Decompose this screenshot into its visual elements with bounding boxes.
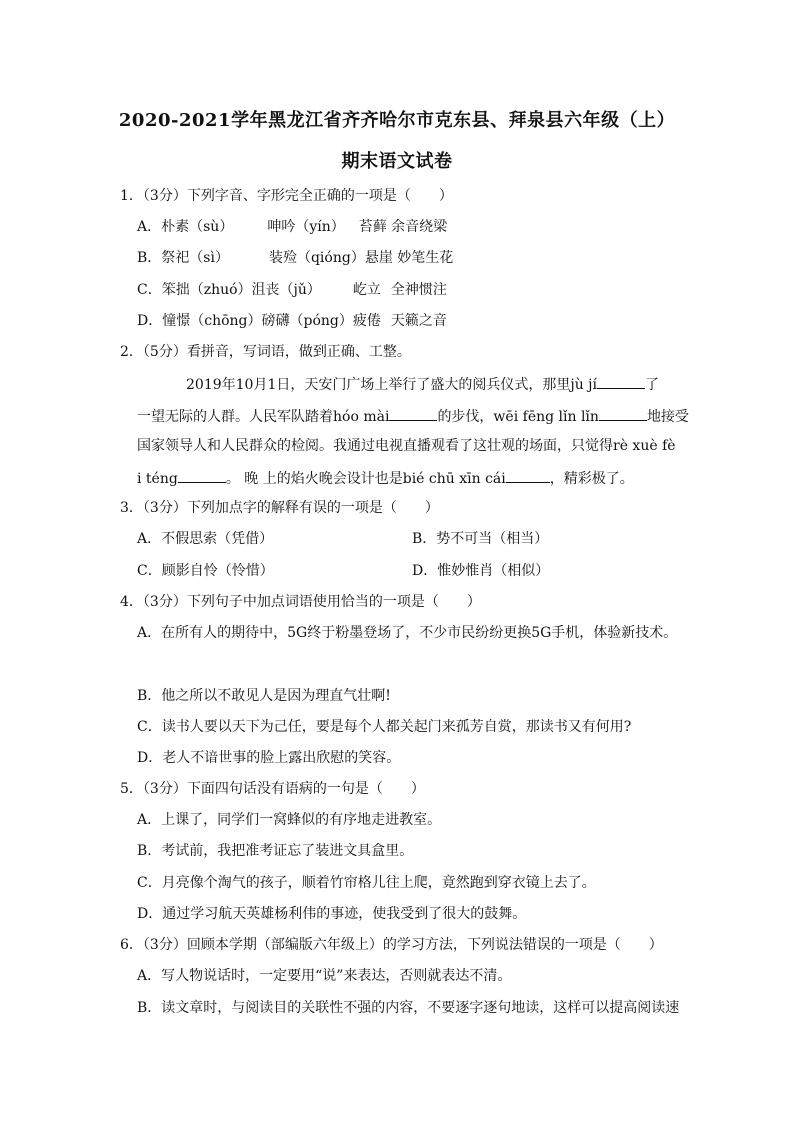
option-label: D． <box>137 313 163 329</box>
answer-blank[interactable] <box>389 406 437 421</box>
question-3-option-c[interactable]: C．顾影自怜（怜惜） <box>137 563 274 579</box>
question-2-line-4: i téng 。 晚 上的焰火晚会设计也是bié chū xīn cái ，精彩极了。 <box>137 468 634 488</box>
question-5-option-b[interactable]: B．考试前，我把准考证忘了装进文具盒里。 <box>137 843 414 859</box>
question-1-option-d[interactable]: D．憧憬（chōng）磅礴（póng）疲倦 天籁之音 <box>137 313 447 329</box>
question-5-option-c[interactable]: C．月亮像个淘气的孩子，顺着竹帘格儿往上爬，竟然跑到穿衣镜上去了。 <box>137 875 596 891</box>
option-label: B． <box>137 250 162 266</box>
option-label: C． <box>137 282 162 298</box>
answer-blank[interactable] <box>599 406 647 421</box>
page-title: 2020-2021学年黑龙江省齐齐哈尔市克东县、拜泉县六年级（上） <box>118 110 676 131</box>
question-1-option-c[interactable]: C．笨拙（zhuó）沮丧（jǔ） 屹立 全神惯注 <box>137 282 447 298</box>
question-3-option-b[interactable]: B．势不可当（相当） <box>412 531 549 547</box>
question-2-line-2: 一望无际的人群。人民军队踏着hóo mài 的步伐，wēi fēng lǐn lǐn 地接受 <box>137 406 689 426</box>
question-4-option-c[interactable]: C．读书人要以天下为己任，要是每个人都关起门来孤芳自赏，那读书又有何用? <box>137 719 632 735</box>
question-2-line-1: 2019年10月1日，天安门广场上举行了盛大的阅兵仪式，那里jù jí 了 <box>186 374 659 394</box>
question-3-option-a[interactable]: A．不假思索（凭借） <box>137 531 274 547</box>
question-2-line-3: 国家领导人和人民群众的检阅。我通过电视直播观看了这壮观的场面，只觉得rè xuè fè <box>137 438 676 454</box>
option-label: A． <box>137 219 162 235</box>
question-5-option-a[interactable]: A．上课了，同学们一窝蜂似的有序地走进教室。 <box>137 812 442 828</box>
question-2-stem: 2．（5分）看拼音，写词语，做到正确、工整。 <box>120 344 411 360</box>
question-4-option-a[interactable]: A．在所有人的期待中，5G终于粉墨登场了，不少市民纷纷更换5G手机，体验新技术。 <box>137 625 678 641</box>
answer-blank[interactable] <box>597 374 645 389</box>
question-4-stem: 4．（3分）下列句子中加点词语使用恰当的一项是（ ） <box>120 594 481 610</box>
question-1-option-b[interactable]: B．祭祀（sì） 装殓（qióng）悬崖 妙笔生花 <box>137 250 454 266</box>
answer-blank[interactable] <box>506 468 550 483</box>
question-4-option-b[interactable]: B．他之所以不敢见人是因为理直气壮啊! <box>137 688 391 704</box>
question-1-option-a[interactable]: A．朴素（sù） 呻吟（yín） 苔藓 余音绕梁 <box>137 219 448 235</box>
page-subtitle: 期末语文试卷 <box>341 151 453 172</box>
question-6-option-a[interactable]: A．写人物说话时，一定要用“说”来表达，否则就表达不清。 <box>137 968 512 984</box>
question-3-stem: 3．（3分）下列加点字的解释有误的一项是（ ） <box>120 500 439 516</box>
answer-blank[interactable] <box>178 468 226 483</box>
question-3-option-d[interactable]: D．惟妙惟肖（相似） <box>412 563 550 579</box>
question-4-option-d[interactable]: D．老人不谙世事的脸上露出欣慰的笑容。 <box>137 750 401 766</box>
question-6-option-b[interactable]: B．读文章时，与阅读目的关联性不强的内容，不要逐字逐句地读，这样可以提高阅读速 <box>137 1000 680 1016</box>
question-5-stem: 5．（3分）下面四句话没有语病的一句是（ ） <box>120 781 425 797</box>
question-6-stem: 6．（3分）回顾本学期（部编版六年级上）的学习方法，下列说法错误的一项是（ ） <box>120 937 663 953</box>
question-5-option-d[interactable]: D．通过学习航天英雄杨利伟的事迹，使我受到了很大的鼓舞。 <box>137 906 527 922</box>
question-1-stem: 1．（3分）下列字音、字形完全正确的一项是（ ） <box>120 188 453 204</box>
